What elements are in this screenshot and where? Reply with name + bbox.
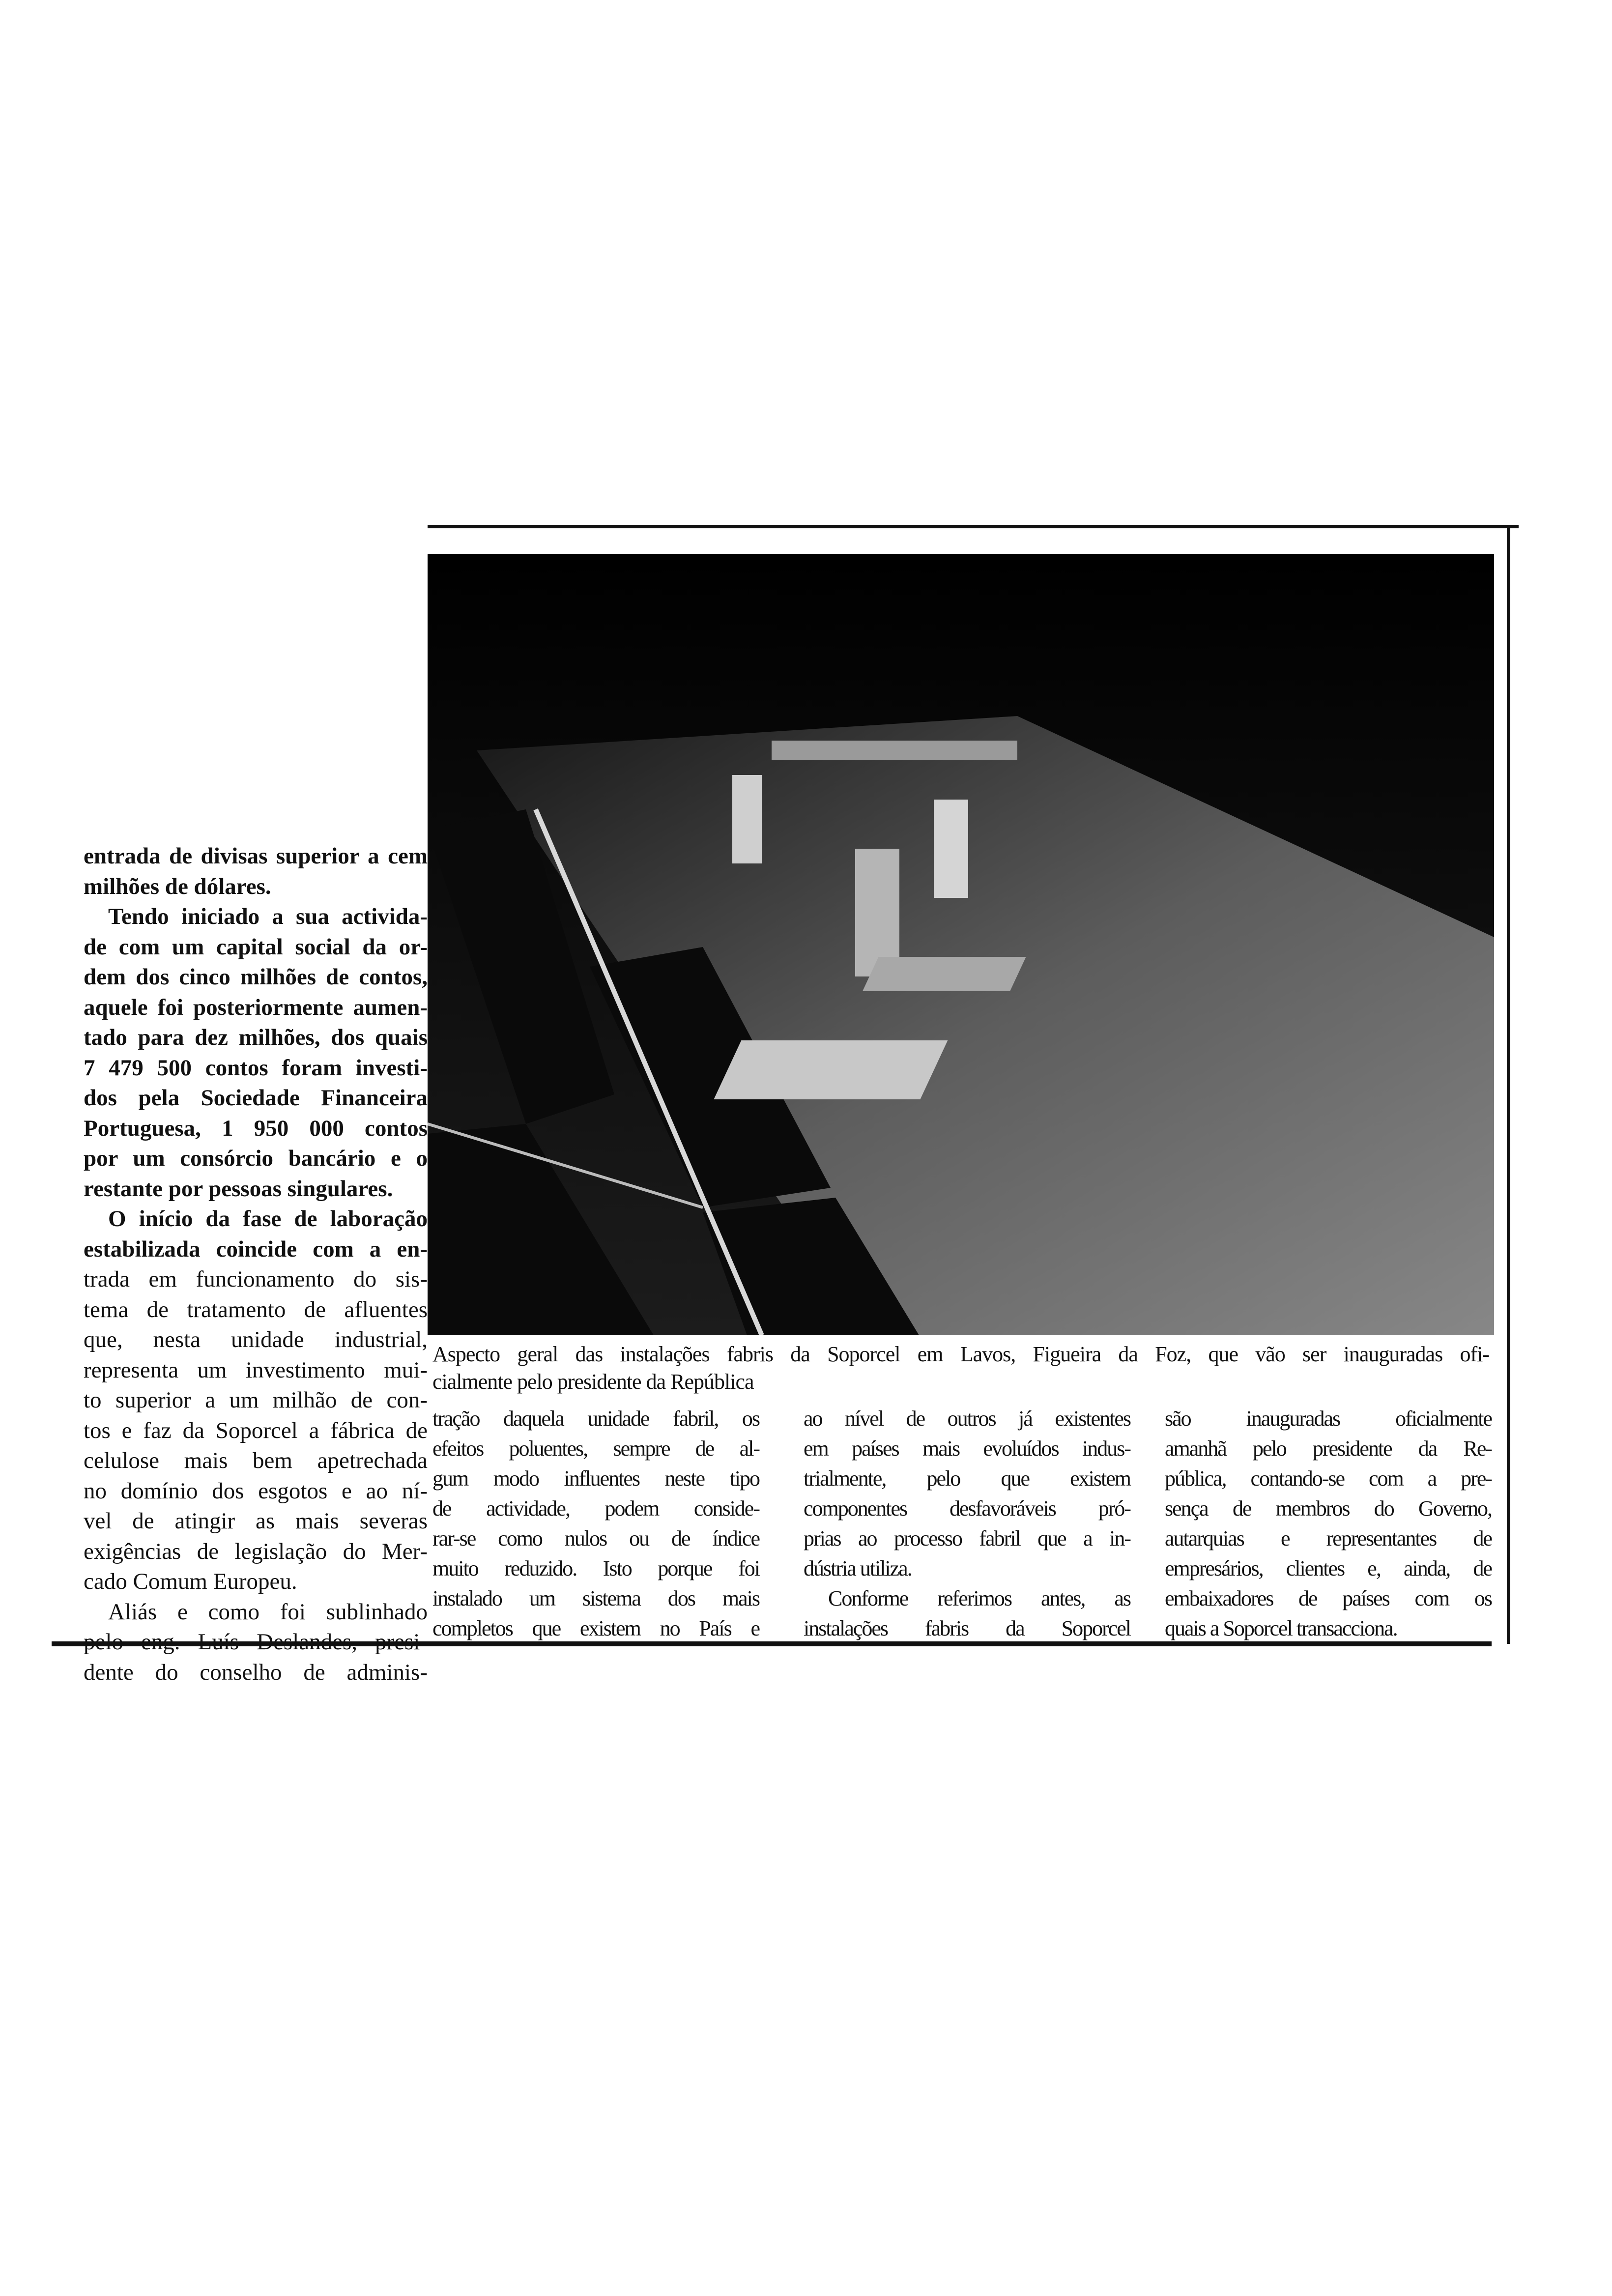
text-line: exigências de legislação do Mer- bbox=[84, 1538, 428, 1564]
text-line: completos que existem no País e bbox=[432, 1616, 759, 1640]
text-line: autarquias e representantes de bbox=[1165, 1526, 1492, 1550]
text-line: são inauguradas oficialmente bbox=[1165, 1406, 1492, 1431]
text-line: 7 479 500 contos foram investi- bbox=[84, 1055, 428, 1081]
text-line: aquele foi posteriormente aumen- bbox=[84, 994, 428, 1020]
text-line: no domínio dos esgotos e ao ní- bbox=[84, 1478, 428, 1504]
text-line: tado para dez milhões, dos quais bbox=[84, 1025, 428, 1050]
text-line: ao nível de outros já existentes bbox=[804, 1406, 1130, 1431]
text-line: Conforme referimos antes, as bbox=[828, 1586, 1130, 1610]
text-line: trada em funcionamento do sis- bbox=[84, 1266, 428, 1292]
text-line: dos pela Sociedade Financeira bbox=[84, 1085, 428, 1111]
text-line: de com um capital social da or- bbox=[84, 934, 428, 960]
text-line: instalado um sistema dos mais bbox=[432, 1586, 759, 1610]
caption-line: cialmente pelo presidente da República bbox=[432, 1370, 754, 1394]
photo-caption bbox=[432, 1341, 1489, 1396]
text-line: celulose mais bem apetrechada bbox=[84, 1448, 428, 1473]
text-line: Tendo iniciado a sua activida- bbox=[108, 904, 428, 929]
text-line: empresários, clientes e, ainda, de bbox=[1165, 1556, 1492, 1580]
text-line: O início da fase de laboração bbox=[108, 1206, 428, 1232]
article-column-4 bbox=[1165, 1404, 1492, 1643]
text-line: restante por pessoas singulares. bbox=[84, 1176, 393, 1202]
text-line: por um consórcio bancário e o bbox=[84, 1146, 428, 1171]
text-line: milhões de dólares. bbox=[84, 873, 271, 899]
text-line: instalações fabris da Soporcel bbox=[804, 1616, 1130, 1640]
right-border-rule bbox=[1507, 528, 1510, 1644]
text-line: amanhã pelo presidente da Re- bbox=[1165, 1436, 1492, 1461]
text-line: em países mais evoluídos indus- bbox=[804, 1436, 1130, 1461]
text-line: representa um investimento mui- bbox=[84, 1357, 428, 1383]
photo-image bbox=[428, 554, 1494, 1335]
text-line: vel de atingir as mais severas bbox=[84, 1508, 428, 1534]
text-line: gum modo influentes neste tipo bbox=[432, 1466, 759, 1491]
text-line: dústria utiliza. bbox=[804, 1556, 912, 1580]
top-border-rule bbox=[428, 525, 1519, 528]
text-line: rar-se como nulos ou de índice bbox=[432, 1526, 759, 1550]
text-line: sença de membros do Governo, bbox=[1165, 1496, 1492, 1521]
text-line: dente do conselho de adminis- bbox=[84, 1659, 428, 1685]
text-line: Aliás e como foi sublinhado bbox=[108, 1599, 428, 1625]
text-line: cado Comum Europeu. bbox=[84, 1569, 297, 1594]
text-line: tema de tratamento de afluentes bbox=[84, 1296, 428, 1322]
text-line: dem dos cinco milhões de contos, bbox=[84, 964, 428, 990]
text-line: quais a Soporcel transacciona. bbox=[1165, 1616, 1397, 1640]
text-line: de actividade, podem conside- bbox=[432, 1496, 759, 1521]
text-line: Portuguesa, 1 950 000 contos bbox=[84, 1115, 428, 1141]
text-line: componentes desfavoráveis pró- bbox=[804, 1496, 1130, 1521]
text-line: efeitos poluentes, sempre de al- bbox=[432, 1436, 759, 1461]
text-line: tos e faz da Soporcel a fábrica de bbox=[84, 1417, 428, 1443]
text-line: muito reduzido. Isto porque foi bbox=[432, 1556, 759, 1580]
text-line: to superior a um milhão de con- bbox=[84, 1387, 428, 1413]
text-line: pública, contando-se com a pre- bbox=[1165, 1466, 1492, 1491]
article-left-column bbox=[84, 841, 428, 1688]
article-column-3 bbox=[804, 1404, 1130, 1643]
text-line: estabilizada coincide com a en- bbox=[84, 1236, 428, 1262]
text-line: pelo eng. Luís Deslandes, presi- bbox=[84, 1629, 428, 1655]
factory-aerial-photo bbox=[428, 554, 1494, 1335]
article-column-2 bbox=[432, 1404, 759, 1643]
caption-line: Aspecto geral das instalações fabris da Soporcel em Lavos, Figueira da Foz, que vão ser inauguradas ofi- bbox=[432, 1342, 1489, 1366]
text-line: tração daquela unidade fabril, os bbox=[432, 1406, 759, 1431]
text-line: trialmente, pelo que existem bbox=[804, 1466, 1130, 1491]
text-line: embaixadores de países com os bbox=[1165, 1586, 1492, 1610]
text-line: entrada de divisas superior a cem bbox=[84, 843, 428, 869]
text-line: prias ao processo fabril que a in- bbox=[804, 1526, 1130, 1550]
text-line: que, nesta unidade industrial, bbox=[84, 1327, 428, 1352]
